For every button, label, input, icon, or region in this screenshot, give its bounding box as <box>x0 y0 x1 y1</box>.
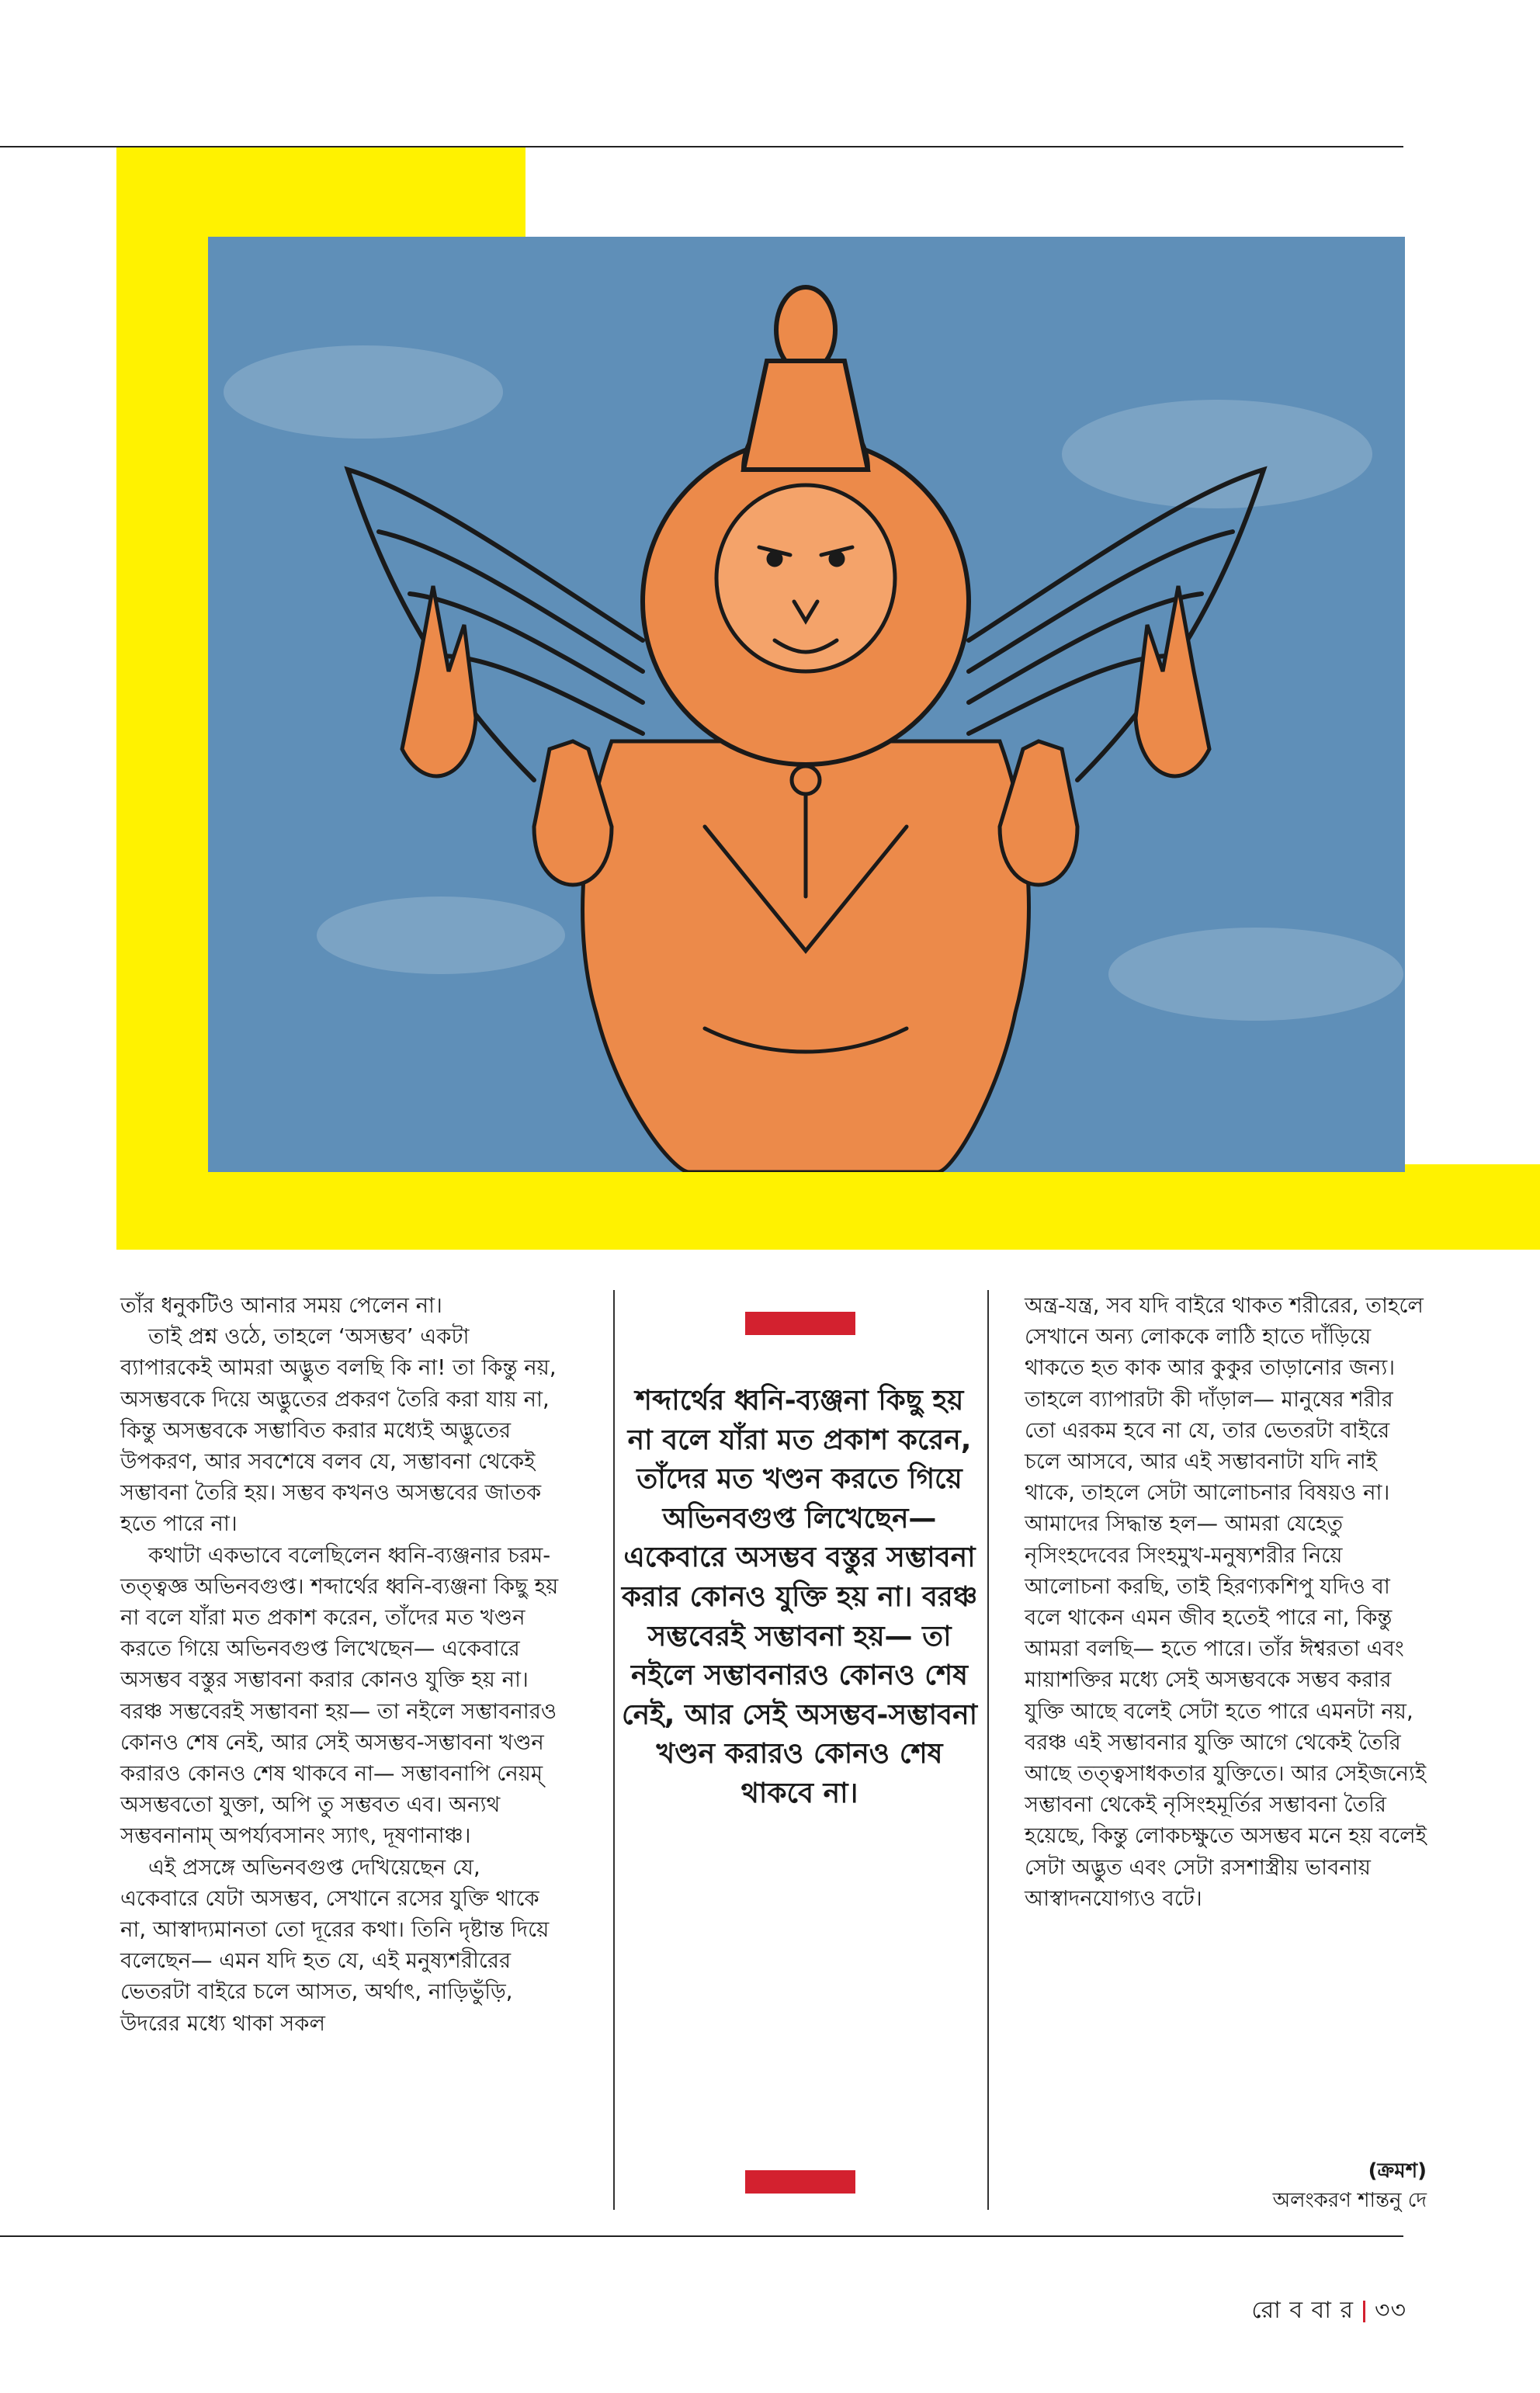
continued-label: (ক্রমশ) <box>1368 2159 1427 2183</box>
pull-quote-bottom-bar <box>745 2170 855 2194</box>
yellow-frame-bottom <box>116 1164 1540 1250</box>
illustration-credit: অলংকরণ শান্তনু দে <box>1272 2189 1427 2212</box>
footer-separator <box>1363 2301 1365 2322</box>
bottom-rule <box>0 2235 1403 2237</box>
paragraph: কথাটা একভাবে বলেছিলেন ধ্বনি-ব্যঞ্জনার চরম-তত্ত্বজ্ঞ অভিনবগুপ্ত। শব্দার্থের ধ্বনি-ব্যঞ্জনা কিছু হয় না বলে যাঁরা মত প্রকাশ করেন, তাঁদের মত খণ্ডন করতে গিয়ে অভিনবগুপ্ত লিখেছেন— একেবারে অসম্ভব বস্তুর সম্ভাবনা করার কোনও যুক্তি হয় না। বরঞ্চ সম্ভবেরই সম্ভাবনা হয়— তা নইলে সম্ভাবনারও কোনও শেষ নেই, আর সেই অসম্ভব-সম্ভাবনা খণ্ডন করারও কোনও শেষ থাকবে না— সম্ভাবনাপি নেয়ম্ অসম্ভবতো যুক্তা, অপি তু সম্ভবত এব। অন্যথ সম্ভবনানাম্ অপর্য্যবসানং স্যাৎ, দূষণানাঞ্চ। <box>120 1542 559 1849</box>
column-divider-left <box>613 1290 615 2210</box>
pull-quote: শব্দার্থের ধ্বনি-ব্যঞ্জনা কিছু হয় না বলে যাঁরা মত প্রকাশ করেন, তাঁদের মত খণ্ডন করতে গিয়ে অভিনবগুপ্ত লিখেছেন— একেবারে অসম্ভব বস্তুর সম্ভাবনা করার কোনও যুক্তি হয় না। বরঞ্চ সম্ভবেরই সম্ভাবনা হয়— তা নইলে সম্ভাবনারও কোনও শেষ নেই, আর সেই অসম্ভব-সম্ভাবনা খণ্ডন করারও কোনও শেষ থাকবে না। <box>621 1385 978 1809</box>
credit-block <box>1273 2156 1427 2215</box>
paragraph: অন্ত্র-যন্ত্র, সব যদি বাইরে থাকত শরীরের, তাহলে সেখানে অন্য লোককে লাঠি হাতে দাঁড়িয়ে থাকতে হত কাক আর কুকুর তাড়ানোর জন্য। তাহলে ব্যাপারটা কী দাঁড়াল— মানুষের শরীর তো এরকম হবে না যে, তার ভেতরটা বাইরে চলে আসবে, আর এই সম্ভাবনাটা যদি নাই থাকে, তাহলে সেটা আলোচনার বিষয়ও না। আমাদের সিদ্ধান্ত হল— আমরা যেহেতু নৃসিংহদেবের সিংহমুখ-মনুষ্যশরীর নিয়ে আলোচনা করছি, তাই হিরণ্যকশিপু যদিও বা বলে থাকেন এমন জীব হতেই পারে না, কিন্তু আমরা বলছি— হতে পারে। তাঁর ঈশ্বরতা এবং মায়াশক্তির মধ্যে সেই অসম্ভবকে সম্ভব করার যুক্তি আছে বলেই সেটা হতে পারে এমনটা নয়, বরঞ্চ এই সম্ভাবনার যুক্তি আগে থেকেই তৈরি আছে তত্ত্বসাধকতার যুক্তিতে। আর সেইজন্যেই সম্ভাবনা থেকেই নৃসিংহমূর্তির সম্ভাবনা তৈরি হয়েছে, কিন্তু লোকচক্ষুতে অসম্ভব মনে হয় বলেই সেটা অদ্ভুত এবং সেটা রসশাস্ত্রীয় ভাবনায় আস্বাদনযোগ্যও বটে। <box>1025 1293 1427 1911</box>
article-right-column <box>1025 1290 1428 1914</box>
paragraph: তাই প্রশ্ন ওঠে, তাহলে ‘অসম্ভব’ একটা ব্যাপারকেই আমরা অদ্ভুত বলছি কি না! তা কিন্তু নয়, অসম্ভবকে দিয়ে অদ্ভুতের প্রকরণ তৈরি করা যায় না, কিন্তু অসম্ভবকে সম্ভাবিত করার মধ্যেই অদ্ভুতের উপকরণ, আর সবশেষে বলব যে, সম্ভাবনা থেকেই সম্ভাবনা তৈরি হয়। সম্ভব কখনও অসম্ভবের জাতক হতে পারে না। <box>120 1324 557 1537</box>
article-left-column <box>120 1290 559 2039</box>
yellow-frame-side <box>116 147 208 1250</box>
paragraph: তাঁর ধনুকটিও আনার সময় পেলেন না। <box>120 1293 442 1318</box>
page-number: ৩৩ <box>1374 2297 1406 2324</box>
page-footer <box>1251 2291 1406 2331</box>
magazine-name: রো ব বা র <box>1251 2297 1354 2324</box>
column-divider-right <box>987 1290 989 2210</box>
paragraph: এই প্রসঙ্গে অভিনবগুপ্ত দেখিয়েছেন যে, একেবারে যেটা অসম্ভব, সেখানে রসের যুক্তি থাকে না, আস্বাদ্যমানতা তো দূরের কথা। তিনি দৃষ্টান্ত দিয়ে বলেছেন— এমন যদি হত যে, এই মনুষ্যশরীরের ভেতরটা বাইরে চলে আসত, অর্থাৎ, নাড়িভুঁড়ি, উদরের মধ্যে থাকা সকল <box>120 1854 550 2036</box>
narasimha-illustration <box>208 237 1405 1172</box>
pull-quote-top-bar <box>745 1312 855 1335</box>
